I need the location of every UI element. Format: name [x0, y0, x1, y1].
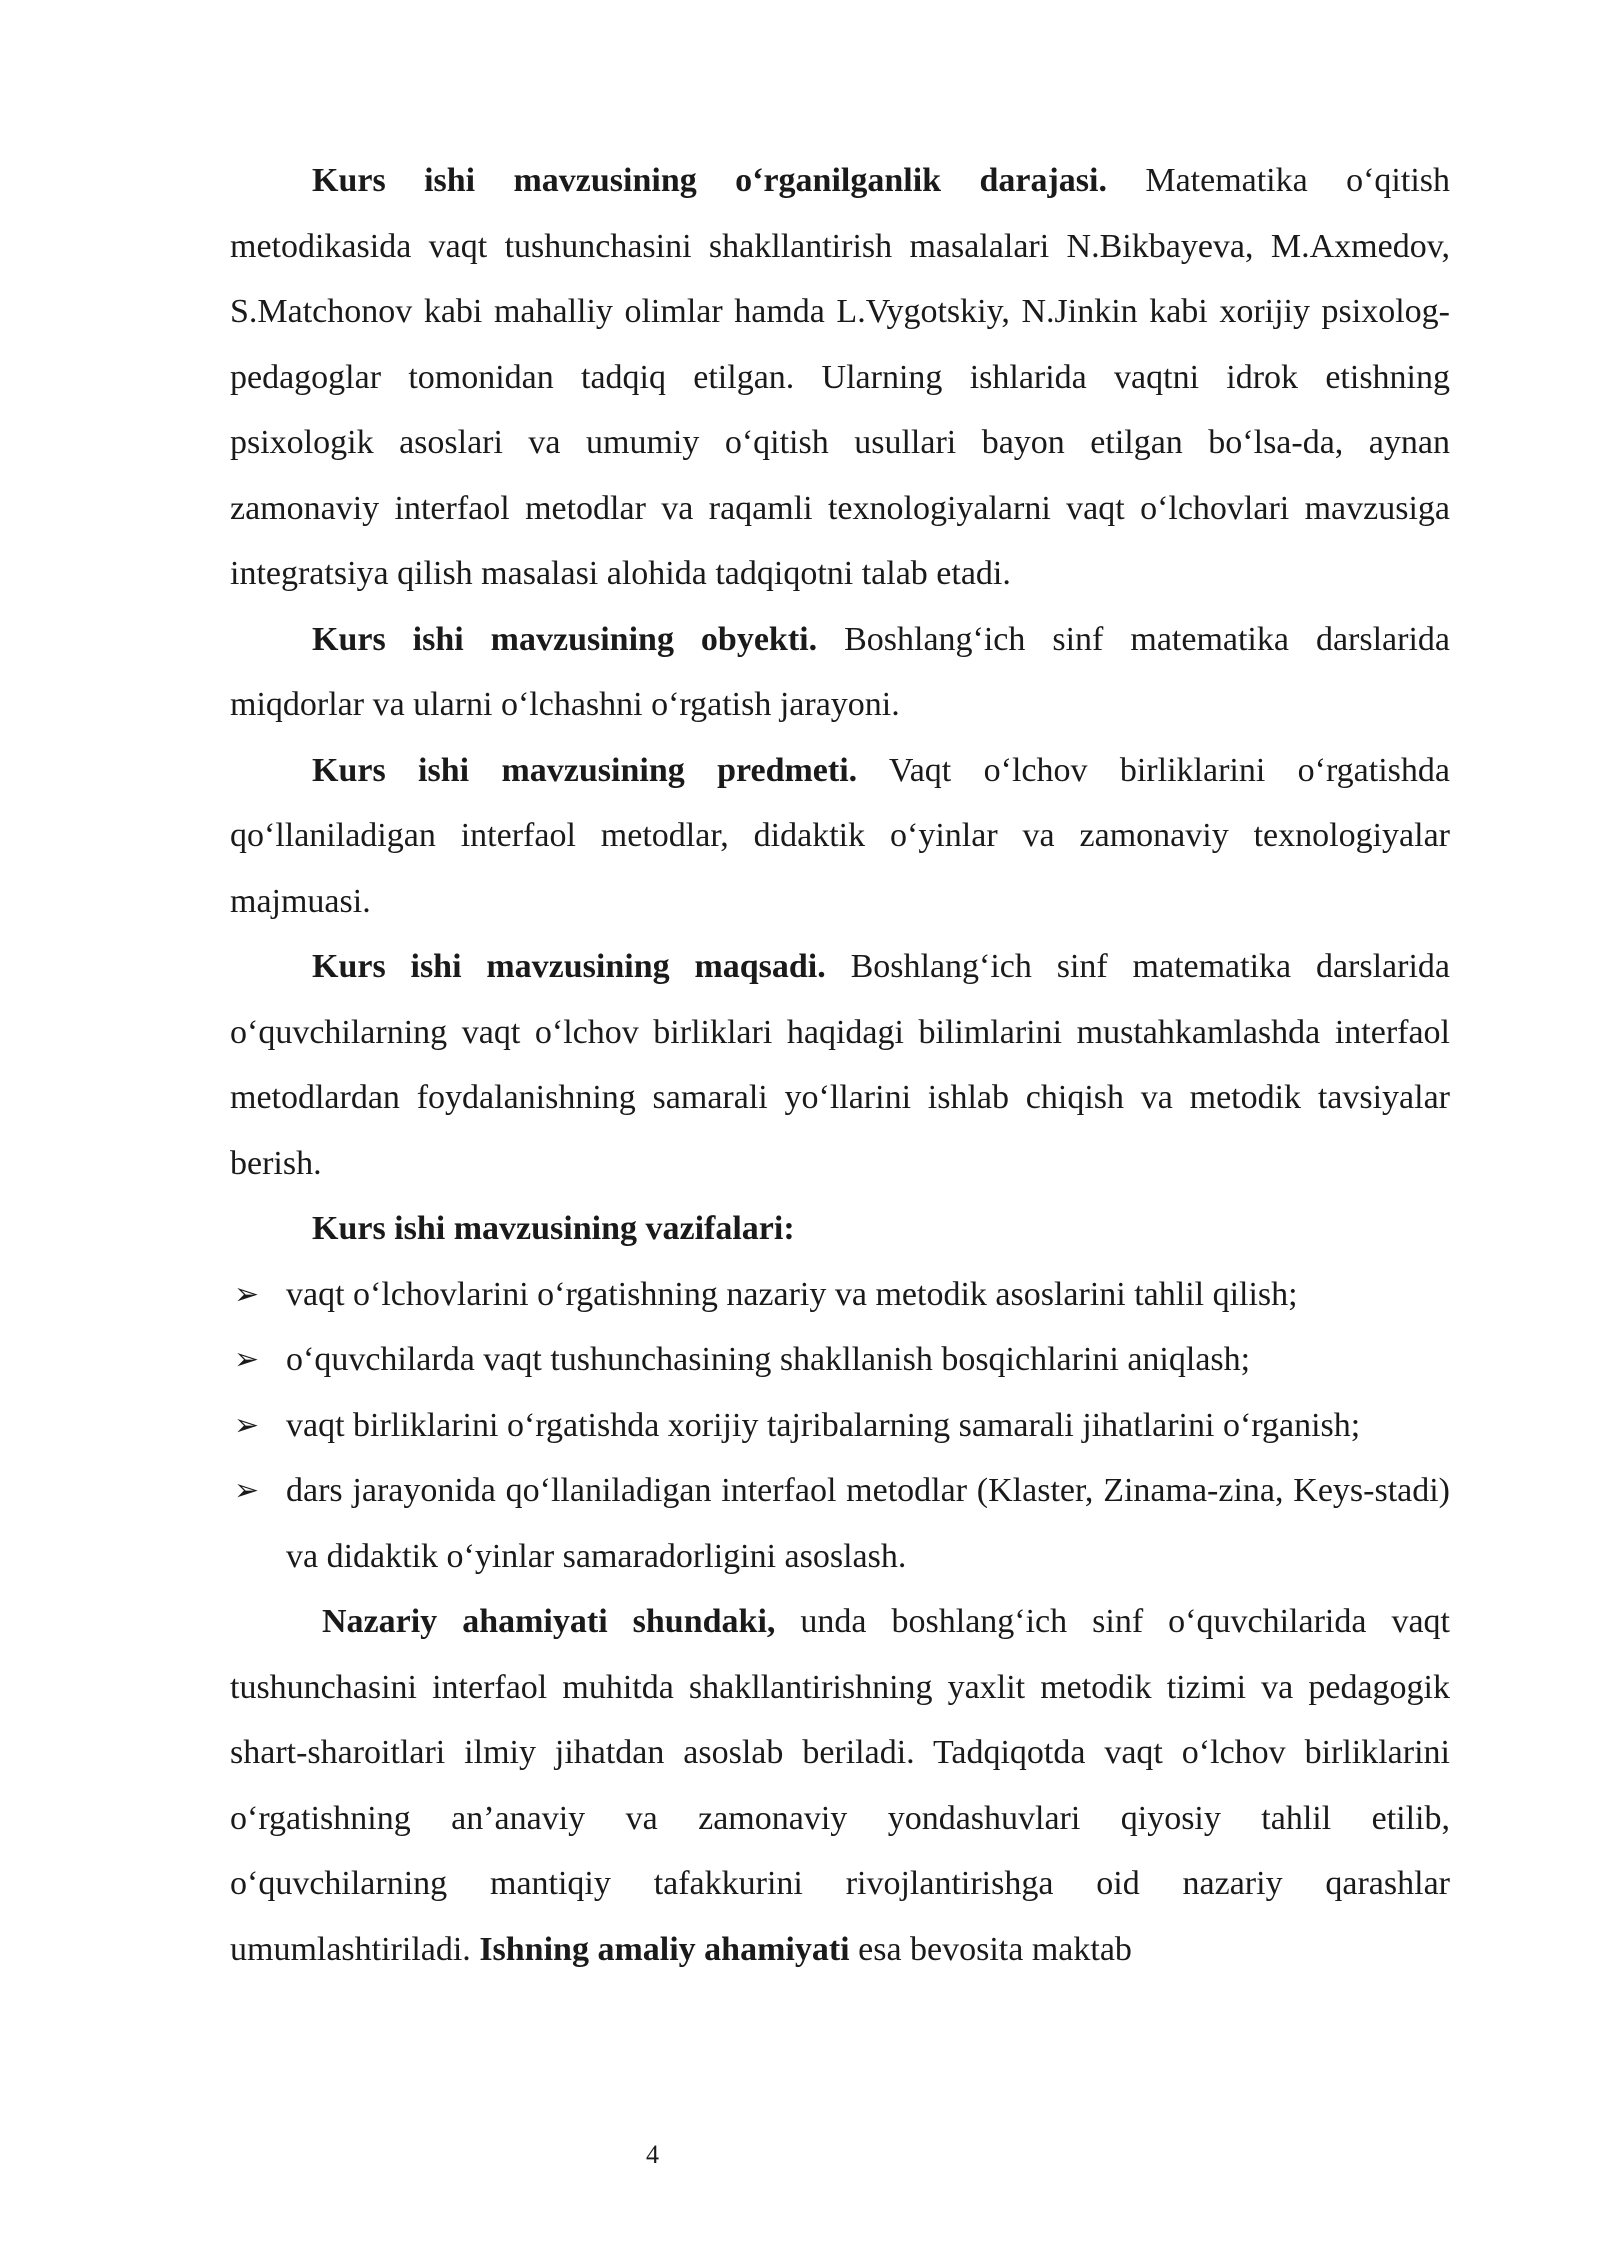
paragraph-heading: Kurs ishi mavzusining o‘rganilganlik darajasi. — [312, 162, 1107, 199]
paragraph-research-degree — [230, 148, 1450, 607]
paragraph-object — [230, 607, 1450, 738]
list-item-text: o‘quvchilarda vaqt tushunchasining shakllanish bosqichlarini aniqlash; — [286, 1341, 1251, 1378]
list-item-text: dars jarayonida qo‘llaniladigan interfaol metodlar (Klaster, Zinama-zina, Keys-stadi) va didaktik o‘yinlar samaradorligini asoslash. — [286, 1472, 1450, 1575]
list-item — [230, 1262, 1450, 1328]
paragraph-text-continued: esa bevosita maktab — [849, 1930, 1132, 1968]
list-item — [230, 1327, 1450, 1393]
list-item — [230, 1458, 1450, 1589]
arrow-bullet-icon: ➢ — [234, 1276, 260, 1312]
page-number: 4 — [646, 2140, 659, 2169]
paragraph-text: Boshlang‘ich sinf matematika darslarida miqdorlar va ularni o‘lchashni o‘rgatish jarayoni. — [230, 620, 1450, 723]
paragraph-heading-inline: Ishning amaliy ahamiyati — [479, 1930, 850, 1968]
paragraph-subject — [230, 738, 1450, 935]
paragraph-text: Matematika o‘qitish metodikasida vaqt tushunchasini shakllantirish masalalari N.Bikbayeva, M.Axmedov, S.Matchonov kabi mahalliy olimlar hamda L.Vygotskiy, N.Jinkin kabi xorijiy psixolog-pedagoglar tomonidan tadqiq etilgan. Ularning ishlarida vaqtni idrok etishning psixologik asoslari va umumiy o‘qitish usullari bayon etilgan bo‘lsa-da, aynan zamonaviy interfaol metodlar va raqamli texnologiyalarni vaqt o‘lchovlari mavzusiga integratsiya qilish masalasi alohida tadqiqotni talab etadi. — [230, 162, 1450, 592]
list-item — [230, 1393, 1450, 1459]
paragraph-heading: Kurs ishi mavzusining predmeti. — [312, 751, 858, 789]
tasks-list — [230, 1262, 1450, 1590]
paragraph-text: Boshlang‘ich sinf matematika darslarida o‘quvchilarning vaqt o‘lchov birliklari haqidagi bilimlarini mustahkamlashda interfaol metodlardan foydalanishning samarali yo‘llarini ishlab chiqish va metodik tavsiyalar berish. — [230, 948, 1450, 1182]
tasks-heading-line — [230, 1196, 1450, 1262]
paragraph-heading: Nazariy ahamiyati shundaki, — [322, 1603, 776, 1640]
paragraph-significance — [230, 1589, 1450, 1982]
paragraph-text: Vaqt o‘lchov birliklarini o‘rgatishda qo‘llaniladigan interfaol metodlar, didaktik o‘yinlar va zamonaviy texnologiyalar majmuasi. — [230, 751, 1450, 920]
paragraph-heading: Kurs ishi mavzusining obyekti. — [312, 620, 818, 658]
paragraph-goal — [230, 934, 1450, 1196]
tasks-heading: Kurs ishi mavzusining vazifalari: — [312, 1210, 795, 1247]
list-item-text: vaqt o‘lchovlarini o‘rgatishning nazariy va metodik asoslarini tahlil qilish; — [286, 1275, 1298, 1313]
arrow-bullet-icon: ➢ — [234, 1342, 260, 1377]
arrow-bullet-icon: ➢ — [234, 1473, 260, 1508]
paragraph-heading: Kurs ishi mavzusining maqsadi. — [312, 948, 826, 985]
arrow-bullet-icon: ➢ — [234, 1407, 260, 1443]
document-page — [230, 148, 1450, 1982]
list-item-text: vaqt birliklarini o‘rgatishda xorijiy tajribalarning samarali jihatlarini o‘rganish; — [286, 1406, 1361, 1444]
paragraph-text: unda boshlang‘ich sinf o‘quvchilarida vaqt tushunchasini interfaol muhitda shakllantirishning yaxlit metodik tizimi va pedagogik shart-sharoitlari ilmiy jihatdan asoslab beriladi. Tadqiqotda vaqt o‘lchov birliklarini o‘rgatishning an’anaviy va zamonaviy yondashuvlari qiyosiy tahlil etilib, o‘quvchilarning mantiqiy tafakkurini rivojlantirishga oid nazariy qarashlar umumlashtiriladi. — [230, 1603, 1450, 1968]
